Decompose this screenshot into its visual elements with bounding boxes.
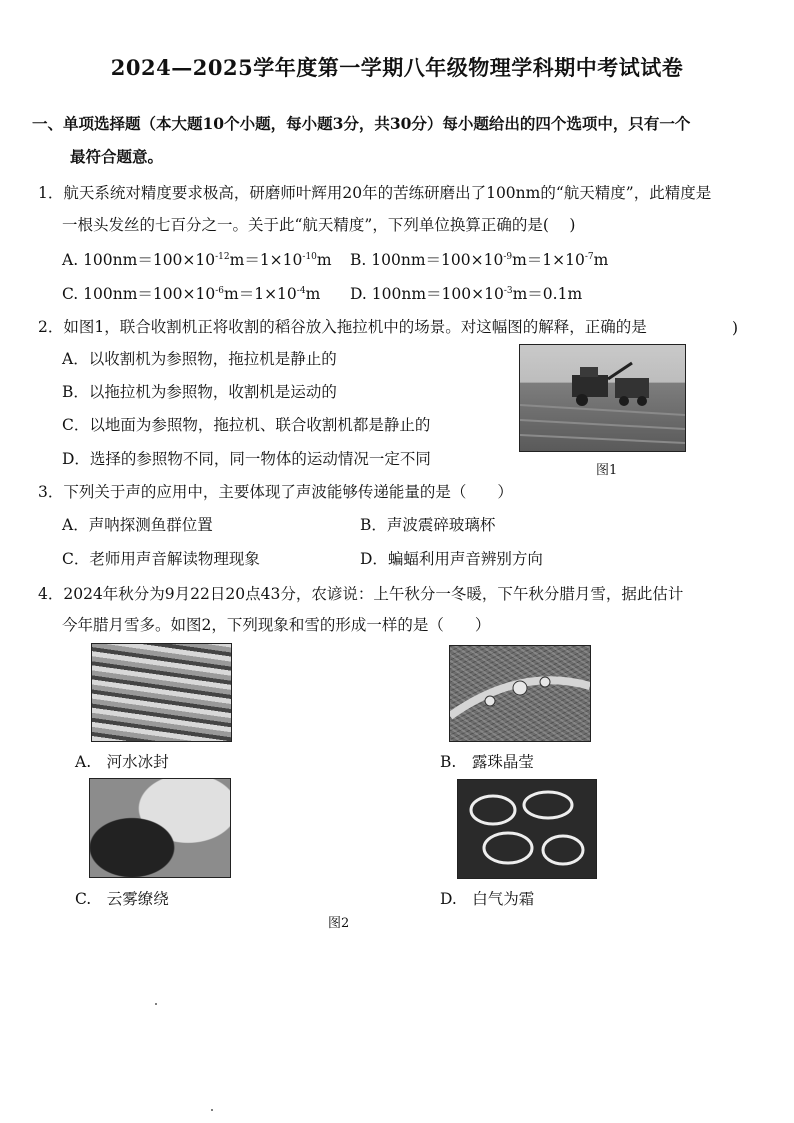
q3-option-c: C．老师用声音解读物理现象 — [62, 550, 260, 568]
q2-option-c: C．以地面为参照物，拖拉机、联合收割机都是静止的 — [62, 416, 431, 434]
q3-option-a: A．声呐探测鱼群位置 — [62, 516, 213, 534]
q3-stem: 3．下列关于声的应用中，主要体现了声波能够传递能量的是（ ） — [38, 483, 513, 501]
q4-option-d: D. 白气为霜 — [440, 890, 535, 908]
figure2-photo-frost — [457, 779, 597, 879]
figure2-photo-clouds — [89, 778, 231, 878]
figure1-caption: 图1 — [596, 463, 618, 478]
q4-option-b: B. 露珠晶莹 — [440, 753, 534, 771]
q4-stem-line1: 4．2024年秋分为9月22日20点43分，农谚说：上午秋分一冬暖，下午秋分腊月雪，据此估计 — [38, 585, 684, 603]
dewdrops-drawing — [450, 646, 590, 741]
section-heading: 一、单项选择题（本大题10个小题，每小题3分，共30分）每小题给出的四个选项中，只有一个 — [32, 114, 691, 133]
figure2-photo-dewdrops — [449, 645, 591, 742]
q1-option-a: A. $100nm=100\times 10^{-12}m=1\times 10^{-10}m$ — [62, 251, 332, 269]
q2-option-a: A．以收割机为参照物，拖拉机是静止的 — [62, 350, 337, 368]
figure1-harvester-photo — [519, 344, 686, 452]
q3-option-b: B．声波震碎玻璃杯 — [360, 516, 496, 534]
q4-stem-line2: 今年腊月雪多。如图2，下列现象和雪的形成一样的是（ ） — [62, 616, 491, 634]
q4-option-a: A. 河水冰封 — [75, 753, 169, 771]
q4-option-c: C. 云雾缭绕 — [75, 890, 169, 908]
scan-speck — [155, 1003, 157, 1005]
q1-stem-line2: 一根头发丝的七百分之一。关于此“航天精度”，下列单位换算正确的是( ) — [62, 216, 576, 234]
figure2-caption: 图2 — [328, 916, 350, 931]
q1-option-b: B. $100nm=100\times 10^{-9}m=1\times 10^{-7}m$ — [350, 251, 609, 269]
exam-title: 2024—2025学年度第一学期八年级物理学科期中考试试卷 — [110, 55, 684, 80]
q3-option-d: D．蝙蝠利用声音辨别方向 — [360, 550, 543, 568]
scan-speck — [211, 1109, 213, 1111]
q2-closing-paren: ) — [732, 319, 739, 337]
q1-option-c: C. $100nm=100\times 10^{-6}m=1\times 10^{-4}m$ — [62, 285, 321, 303]
harvester-drawing — [520, 345, 685, 451]
q2-option-b: B．以拖拉机为参照物，收割机是运动的 — [62, 383, 337, 401]
figure2-photo-frozen-river — [91, 643, 232, 742]
frost-leaves-drawing — [458, 780, 596, 878]
section-heading-continued: 最符合题意。 — [70, 147, 164, 166]
q2-stem: 2．如图1，联合收割机正将收割的稻谷放入拖拉机中的场景。对这幅图的解释，正确的是 — [38, 318, 647, 336]
q2-option-d: D．选择的参照物不同，同一物体的运动情况一定不同 — [62, 450, 431, 468]
q1-stem-line1: 1．航天系统对精度要求极高，研磨师叶辉用20年的苦练研磨出了100nm的“航天精度”，此精度是 — [38, 184, 712, 202]
q1-option-d: D. $100nm=100\times 10^{-3}m=0.1m$ — [350, 285, 583, 303]
